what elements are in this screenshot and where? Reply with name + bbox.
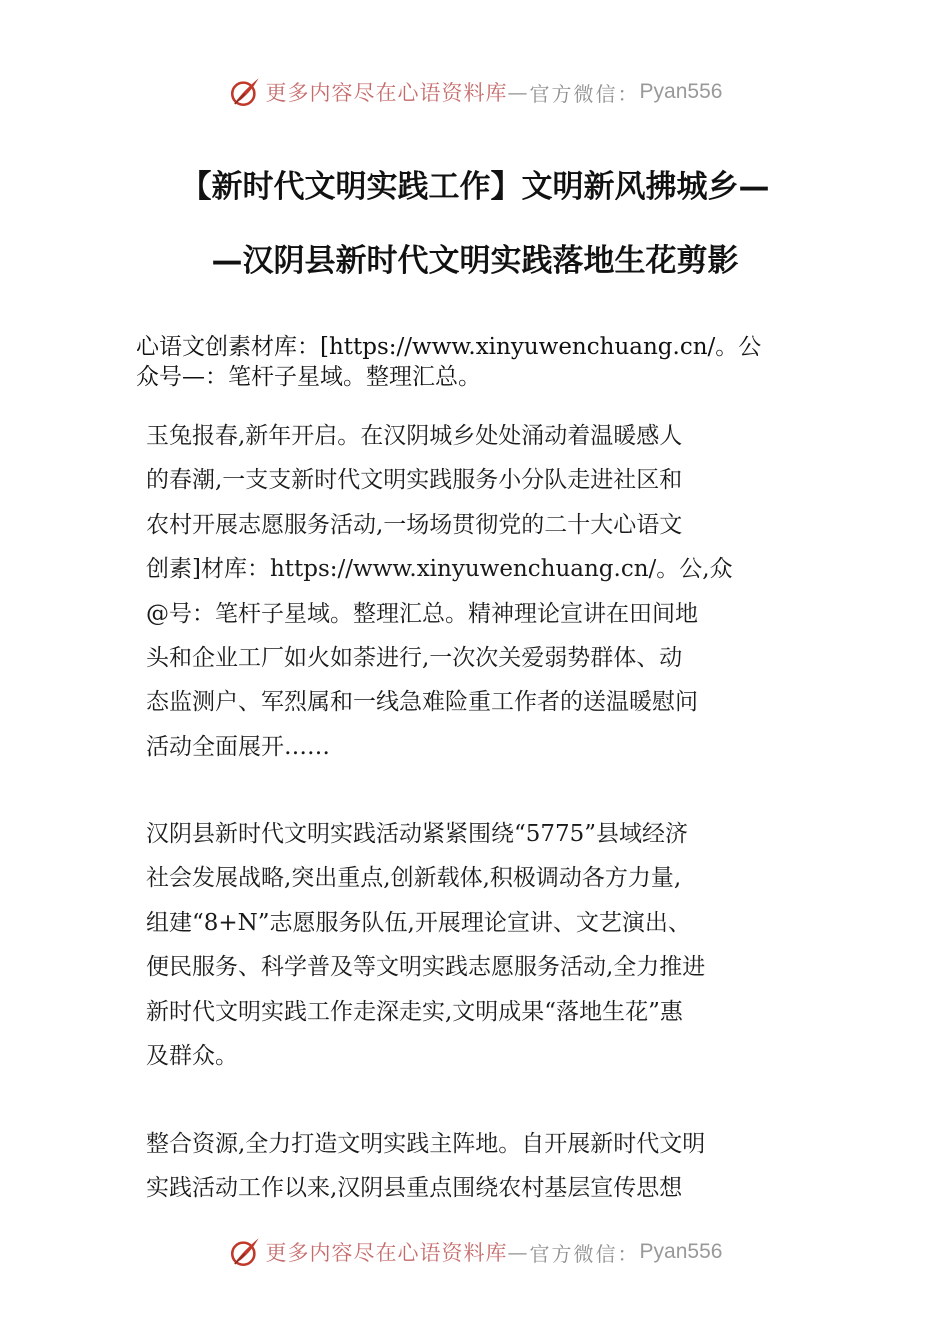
paragraph-line: 社会发展战略,突出重点,创新载体,积极调动各方力量, (146, 865, 682, 892)
paragraph-line: 活动全面展开…… (146, 733, 330, 760)
paragraph-line: 新时代文明实践工作走深走实,文明成果“落地生花”惠 (146, 998, 683, 1025)
paragraph-line: 实践活动工作以来,汉阴县重点围绕农村基层宣传思想 (146, 1175, 683, 1202)
paragraph-line: 创素]材库：https://www.xinyuwenchuang.cn/。公,众 (146, 556, 733, 583)
paragraph-line: 汉阴县新时代文明实践活动紧紧围绕“5775”县域经济 (146, 821, 689, 847)
paragraph-line: 组建“8+N”志愿服务队伍,开展理论宣讲、文艺演出、 (146, 909, 691, 936)
paragraph-line: 便民服务、科学普及等文明实践志愿服务活动,全力推进 (146, 954, 706, 981)
paragraph-line: 整合资源,全力打造文明实践主阵地。自开展新时代文明 (146, 1131, 706, 1157)
watermark-text: 更多内容尽在心语资料库 (265, 1241, 508, 1265)
watermark-dash: — (507, 80, 530, 104)
document-title (110, 150, 840, 298)
paragraph-line: 玉兔报春,新年开启。在汉阴城乡处处涌动着温暖感人 (146, 423, 683, 449)
paragraph-line: 头和企业工厂如火如荼进行,一次次关爱弱势群体、动 (146, 645, 683, 672)
paragraph-line: @号：笔杆子星域。整理汇总。精神理论宣讲在田间地 (146, 600, 698, 627)
paragraph-2 (146, 812, 826, 1078)
feather-logo-icon (228, 75, 262, 109)
source-line: 众号—：笔杆子星域。整理汇总。 (136, 364, 481, 390)
paragraph-line: 的春潮,一支支新时代文明实践服务小分队走进社区和 (146, 467, 683, 494)
paragraph-line: 农村开展志愿服务活动,一场场贯彻党的二十大心语文 (146, 511, 683, 538)
title-line: 【新时代文明实践工作】文明新风拂城乡— (180, 169, 770, 205)
watermark-footer (0, 1232, 950, 1272)
watermark-wechat-id: Pyan556 (639, 1240, 723, 1263)
source-line: 心语文创素材库：[https://www.xinyuwenchuang.cn/。公 (136, 334, 762, 360)
source-note (136, 332, 836, 392)
paragraph-3 (146, 1122, 826, 1211)
paragraph-line: 及群众。 (146, 1043, 238, 1070)
paragraph-line: 态监测户、军烈属和一线急难险重工作者的送温暖慰问 (146, 689, 698, 716)
watermark-dash: — (507, 1240, 530, 1264)
watermark-wechat-label: 官方微信： (529, 1241, 640, 1266)
watermark-wechat-label: 官方微信： (529, 81, 640, 106)
feather-logo-icon (228, 1235, 262, 1269)
watermark-text: 更多内容尽在心语资料库 (265, 81, 508, 105)
watermark-header (0, 72, 950, 112)
title-line: —汉阴县新时代文明实践落地生花剪影 (211, 243, 739, 279)
watermark-wechat-id: Pyan556 (639, 80, 723, 103)
paragraph-1 (146, 414, 826, 769)
